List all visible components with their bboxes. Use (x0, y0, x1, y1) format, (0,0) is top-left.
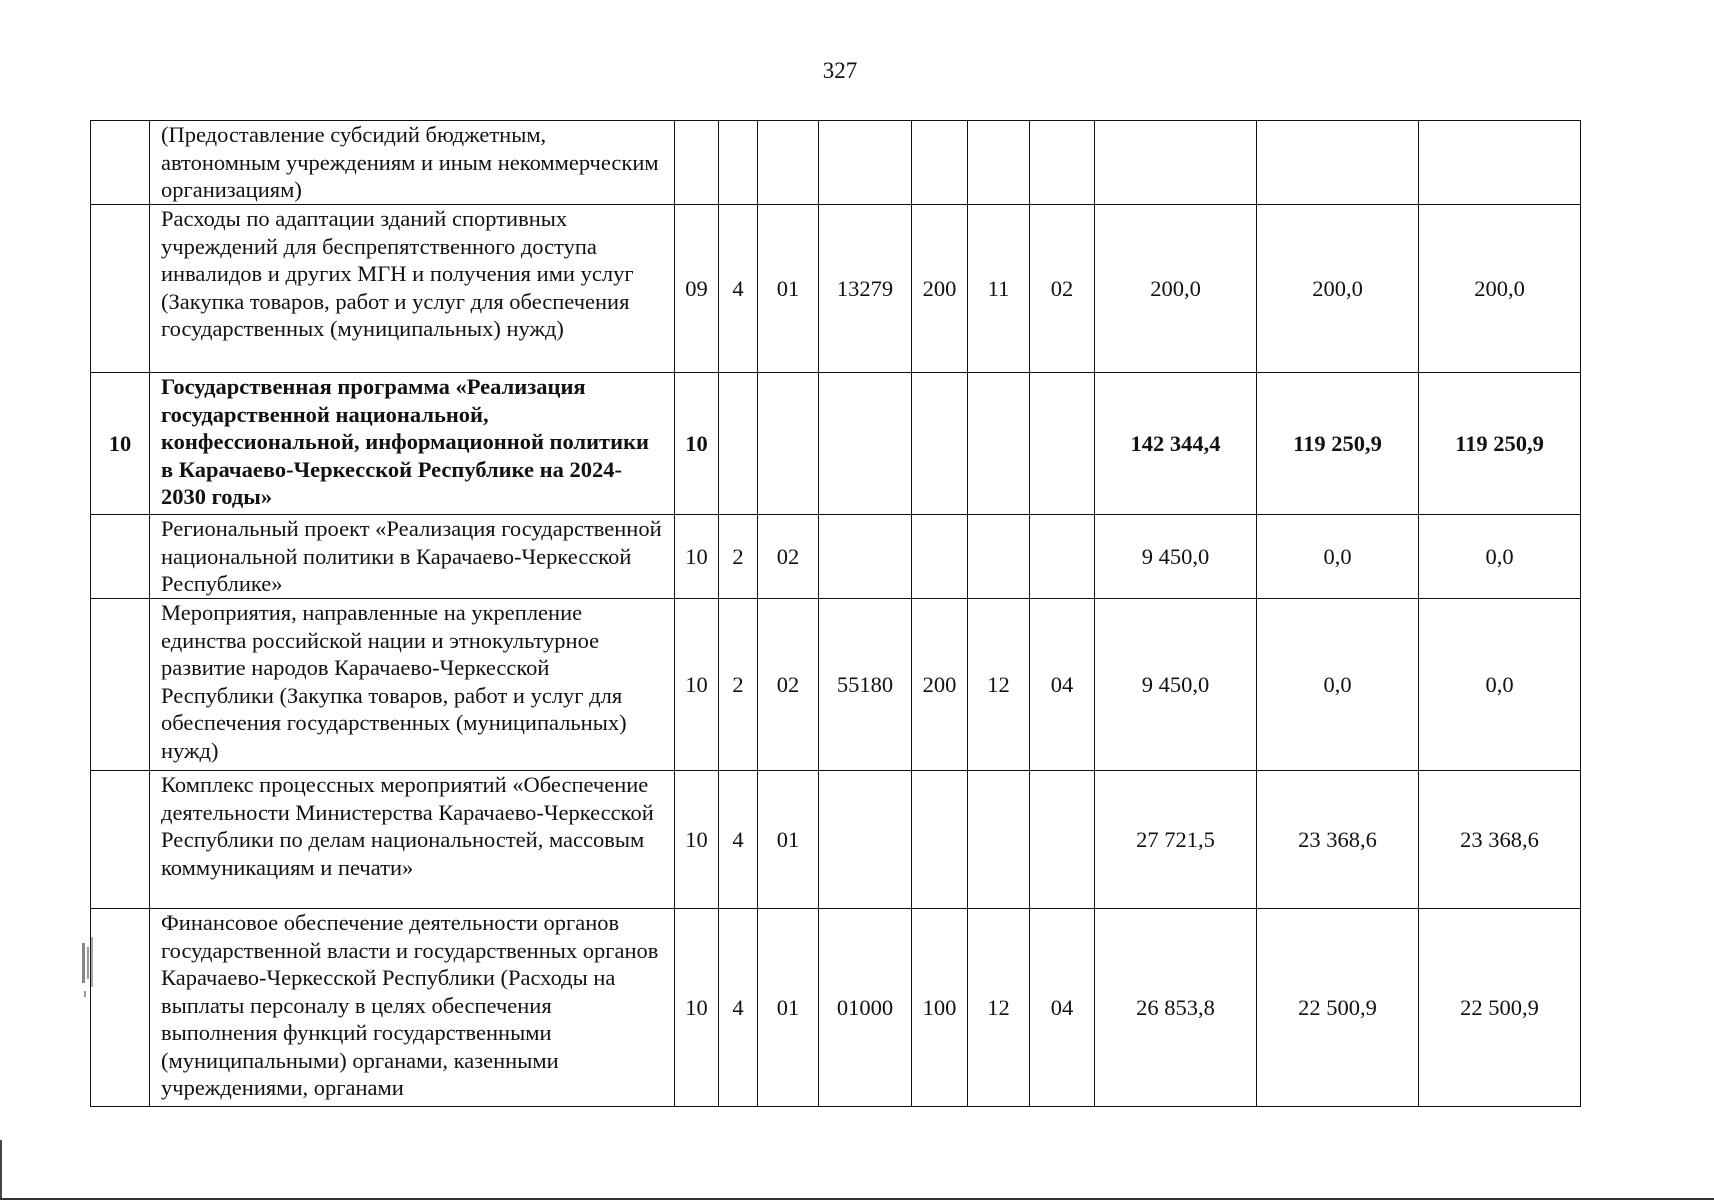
table-row (91, 373, 1581, 515)
amount-year1-cell (1095, 121, 1257, 205)
code-event-cell: 01 (758, 909, 819, 1107)
amount-year1-cell: 200,0 (1095, 205, 1257, 373)
code-event-cell: 02 (758, 599, 819, 771)
code-event-cell: 02 (758, 515, 819, 599)
code-direction-cell (819, 121, 912, 205)
table-body (91, 121, 1581, 1107)
code-subsection-cell (1030, 373, 1095, 515)
amount-year2-cell (1257, 121, 1419, 205)
code-direction-cell: 13279 (819, 205, 912, 373)
code-direction-cell (819, 373, 912, 515)
amount-year2-cell: 23 368,6 (1257, 771, 1419, 909)
amount-year1-cell: 26 853,8 (1095, 909, 1257, 1107)
code-expense-type-cell (912, 771, 968, 909)
row-number-cell (91, 909, 150, 1107)
code-gp-cell: 10 (675, 909, 719, 1107)
code-gp-cell (675, 121, 719, 205)
row-name-cell: Финансовое обеспечение деятельности органов государственной власти и государственных органов Карачаево-Черкесской Республики (Расходы на выплаты персоналу в целях обеспечения выполнения функций государственными (муниципальными) органами, казенными учреждениями, органами (150, 909, 675, 1107)
code-subsection-cell (1030, 121, 1095, 205)
table-row (91, 771, 1581, 909)
row-number-cell (91, 205, 150, 373)
code-subsection-cell: 04 (1030, 599, 1095, 771)
table-row (91, 205, 1581, 373)
budget-table (90, 120, 1581, 1107)
amount-year2-cell: 119 250,9 (1257, 373, 1419, 515)
amount-year2-cell: 0,0 (1257, 515, 1419, 599)
scan-edge-left (0, 1140, 2, 1200)
amount-year3-cell: 0,0 (1419, 515, 1581, 599)
code-subsection-cell (1030, 515, 1095, 599)
code-type-cell: 2 (719, 515, 758, 599)
row-number-cell (91, 599, 150, 771)
code-type-cell (719, 373, 758, 515)
code-expense-type-cell: 200 (912, 205, 968, 373)
amount-year1-cell: 142 344,4 (1095, 373, 1257, 515)
code-type-cell: 4 (719, 909, 758, 1107)
code-gp-cell: 10 (675, 599, 719, 771)
code-expense-type-cell (912, 121, 968, 205)
code-section-cell (968, 121, 1030, 205)
code-type-cell: 2 (719, 599, 758, 771)
code-direction-cell (819, 771, 912, 909)
code-subsection-cell: 02 (1030, 205, 1095, 373)
code-event-cell (758, 373, 819, 515)
amount-year3-cell (1419, 121, 1581, 205)
amount-year1-cell: 27 721,5 (1095, 771, 1257, 909)
code-subsection-cell (1030, 771, 1095, 909)
row-name-cell: Государственная программа «Реализация государственной национальной, конфессиональной, информационной политики в Карачаево-Черкесской Республике на 2024-2030 годы» (150, 373, 675, 515)
row-name-cell: Расходы по адаптации зданий спортивных учреждений для беспрепятственного доступа инвалидов и других МГН и получения ими услуг (Закупка товаров, работ и услуг для обеспечения государственных (муниципальных) нужд) (150, 205, 675, 373)
table-row (91, 599, 1581, 771)
code-expense-type-cell: 100 (912, 909, 968, 1107)
code-event-cell: 01 (758, 771, 819, 909)
amount-year3-cell: 200,0 (1419, 205, 1581, 373)
table-row (91, 515, 1581, 599)
row-number-cell (91, 121, 150, 205)
code-section-cell: 11 (968, 205, 1030, 373)
row-name-cell: (Предоставление субсидий бюджетным, автономным учреждениям и иным некоммерческим организациям) (150, 121, 675, 205)
row-name-cell: Региональный проект «Реализация государственной национальной политики в Карачаево-Черкесской Республике» (150, 515, 675, 599)
code-direction-cell: 55180 (819, 599, 912, 771)
code-gp-cell: 10 (675, 771, 719, 909)
code-event-cell: 01 (758, 205, 819, 373)
code-section-cell (968, 515, 1030, 599)
amount-year1-cell: 9 450,0 (1095, 515, 1257, 599)
amount-year3-cell: 0,0 (1419, 599, 1581, 771)
amount-year3-cell: 22 500,9 (1419, 909, 1581, 1107)
row-name-cell: Комплекс процессных мероприятий «Обеспечение деятельности Министерства Карачаево-Черкесской Республики по делам национальностей, массовым коммуникациям и печати» (150, 771, 675, 909)
amount-year3-cell: 23 368,6 (1419, 771, 1581, 909)
row-number-cell (91, 515, 150, 599)
code-gp-cell: 10 (675, 515, 719, 599)
code-type-cell: 4 (719, 771, 758, 909)
amount-year3-cell: 119 250,9 (1419, 373, 1581, 515)
table-row (91, 121, 1581, 205)
code-expense-type-cell: 200 (912, 599, 968, 771)
margin-stamp-mark (80, 935, 98, 1005)
row-name-cell: Мероприятия, направленные на укрепление единства российской нации и этнокультурное развитие народов Карачаево-Черкесской Республики (Закупка товаров, работ и услуг для обеспечения государственных (муниципальных) нужд) (150, 599, 675, 771)
code-direction-cell: 01000 (819, 909, 912, 1107)
code-subsection-cell: 04 (1030, 909, 1095, 1107)
code-gp-cell: 10 (675, 373, 719, 515)
row-number-cell (91, 771, 150, 909)
code-section-cell: 12 (968, 599, 1030, 771)
amount-year2-cell: 22 500,9 (1257, 909, 1419, 1107)
code-type-cell: 4 (719, 205, 758, 373)
code-type-cell (719, 121, 758, 205)
table-row (91, 909, 1581, 1107)
amount-year2-cell: 200,0 (1257, 205, 1419, 373)
amount-year1-cell: 9 450,0 (1095, 599, 1257, 771)
amount-year2-cell: 0,0 (1257, 599, 1419, 771)
code-gp-cell: 09 (675, 205, 719, 373)
code-section-cell (968, 771, 1030, 909)
row-number-cell: 10 (91, 373, 150, 515)
code-expense-type-cell (912, 515, 968, 599)
code-event-cell (758, 121, 819, 205)
code-direction-cell (819, 515, 912, 599)
code-section-cell: 12 (968, 909, 1030, 1107)
page-number: 327 (822, 58, 858, 83)
code-section-cell (968, 373, 1030, 515)
code-expense-type-cell (912, 373, 968, 515)
